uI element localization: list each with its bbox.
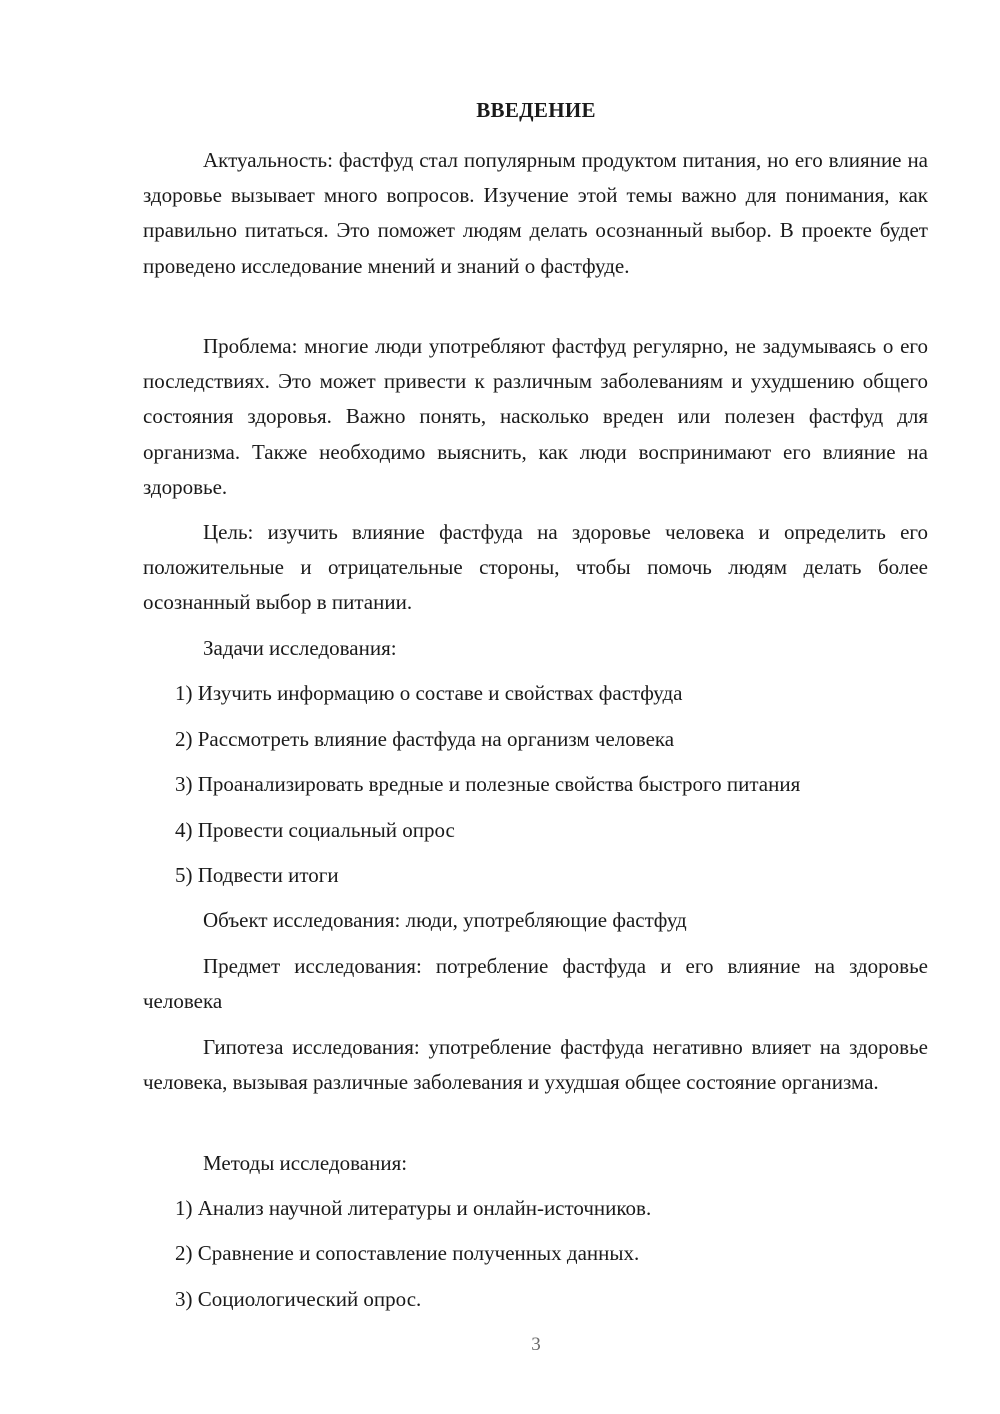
hypothesis-paragraph: Гипотеза исследования: употребление фастфуда негативно влияет на здоровье человека, вызывая различные заболевания и ухудшая общее состояние организма.: [143, 1035, 928, 1095]
task-item: 3) Проанализировать вредные и полезные свойства быстрого питания: [175, 772, 801, 796]
task-item: 5) Подвести итоги: [175, 863, 339, 887]
method-item-3-block: [143, 1282, 928, 1317]
page-number: 3: [531, 1334, 541, 1355]
hypothesis-section: [143, 1030, 928, 1100]
task-item: 2) Рассмотреть влияние фастфуда на организм человека: [175, 727, 675, 751]
methods-heading: Методы исследования:: [203, 1151, 408, 1175]
actuality-section: [143, 143, 928, 284]
methods-heading-block: [143, 1146, 928, 1181]
tasks-heading-block: [143, 631, 928, 666]
task-item: 1) Изучить информацию о составе и свойствах фастфуда: [175, 681, 683, 705]
goal-section: [143, 515, 928, 621]
goal-paragraph: Цель: изучить влияние фастфуда на здоровье человека и определить его положительные и отрицательные стороны, чтобы помочь людям делать более осознанный выбор в питании.: [143, 520, 928, 615]
method-item: 2) Сравнение и сопоставление полученных данных.: [175, 1241, 640, 1265]
method-item-2-block: [143, 1236, 928, 1271]
task-item-5-block: [143, 858, 928, 893]
method-item: 3) Социологический опрос.: [175, 1287, 422, 1311]
actuality-paragraph: Актуальность: фастфуд стал популярным продуктом питания, но его влияние на здоровье вызывает много вопросов. Изучение этой темы важно для понимания, как правильно питаться. Это поможет людям делать осознанный выбор. В проекте будет проведено исследование мнений и знаний о фастфуде.: [143, 148, 928, 278]
task-item: 4) Провести социальный опрос: [175, 818, 455, 842]
method-item: 1) Анализ научной литературы и онлайн-источников.: [175, 1196, 652, 1220]
subject-section: [143, 949, 928, 1019]
page-title: ВВЕДЕНИЕ: [476, 98, 596, 122]
object-section: [143, 903, 928, 938]
object-paragraph: Объект исследования: люди, употребляющие фастфуд: [203, 908, 687, 932]
task-item-2-block: [143, 722, 928, 757]
method-item-1-block: [143, 1191, 928, 1226]
task-item-3-block: [143, 767, 928, 802]
task-item-1-block: [143, 676, 928, 711]
subject-paragraph: Предмет исследования: потребление фастфуда и его влияние на здоровье человека: [143, 954, 928, 1014]
tasks-heading: Задачи исследования:: [203, 636, 397, 660]
task-item-4-block: [143, 813, 928, 848]
problem-paragraph: Проблема: многие люди употребляют фастфуд регулярно, не задумываясь о его последствиях. Это может привести к различным заболеваниям и ухудшению общего состояния здоровья. Важно понять, насколько вреден или полезен фастфуд для организма. Также необходимо выяснить, как люди воспринимают его влияние на здоровье.: [143, 334, 928, 499]
problem-section: [143, 329, 928, 505]
